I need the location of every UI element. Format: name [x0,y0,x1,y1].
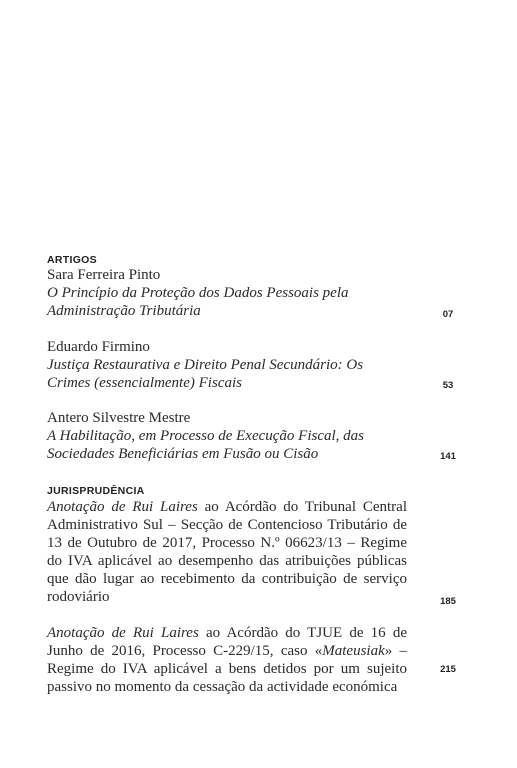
entry-annotation: Anotação de Rui Laires [47,625,199,641]
entry-author: Sara Ferreira Pinto [47,267,161,283]
entry-page-number: 53 [442,380,454,391]
entry-case-name: Mateusiak [322,643,385,659]
toc-entry[interactable] [47,266,407,320]
entry-title: Justiça Restaurativa e Direito Penal Secundário: Os Crimes (essencialmente) Fiscais [47,357,364,391]
entry-author: Antero Silvestre Mestre [47,410,191,426]
toc-entry[interactable] [47,498,407,606]
entry-description-end: » – Regime do IVA aplicável a bens detidos por um sujeito passivo no momento da cessação da actividade económica [47,643,407,695]
entry-annotation: Anotação de Rui Laires [47,499,198,515]
entry-title: O Princípio da Proteção dos Dados Pessoais pela Administração Tributária [47,285,349,319]
toc-entry[interactable] [47,409,407,463]
entry-description: ao Acórdão do TJUE de 16 de Junho de 2016, Processo C-229/15, caso « [47,625,407,659]
entry-page-number: 07 [442,309,454,320]
entry-text [47,498,407,606]
section-heading-jurisprudencia: JURISPRUDÊNCIA [47,485,145,497]
entry-page-number: 141 [440,451,456,462]
toc-entry[interactable] [47,624,407,696]
entry-text [47,624,407,696]
entry-author: Eduardo Firmino [47,339,150,355]
entry-title: A Habilitação, em Processo de Execução Fiscal, das Sociedades Beneficiárias em Fusão ou Cisão [47,428,365,462]
entry-page-number: 185 [440,596,456,607]
entry-page-number: 215 [440,664,456,675]
section-heading-artigos: ARTIGOS [47,254,97,266]
entry-description: ao Acórdão do Tribunal Central Administrativo Sul – Secção de Contencioso Tributário de 13 de Outubro de 2017, Processo N.º 06623/13 – Regime do IVA aplicável ao desempenho das atribuições públicas que dão lugar ao recebimento da contribuição de serviço rodoviário [47,499,407,605]
toc-entry[interactable] [47,338,407,392]
